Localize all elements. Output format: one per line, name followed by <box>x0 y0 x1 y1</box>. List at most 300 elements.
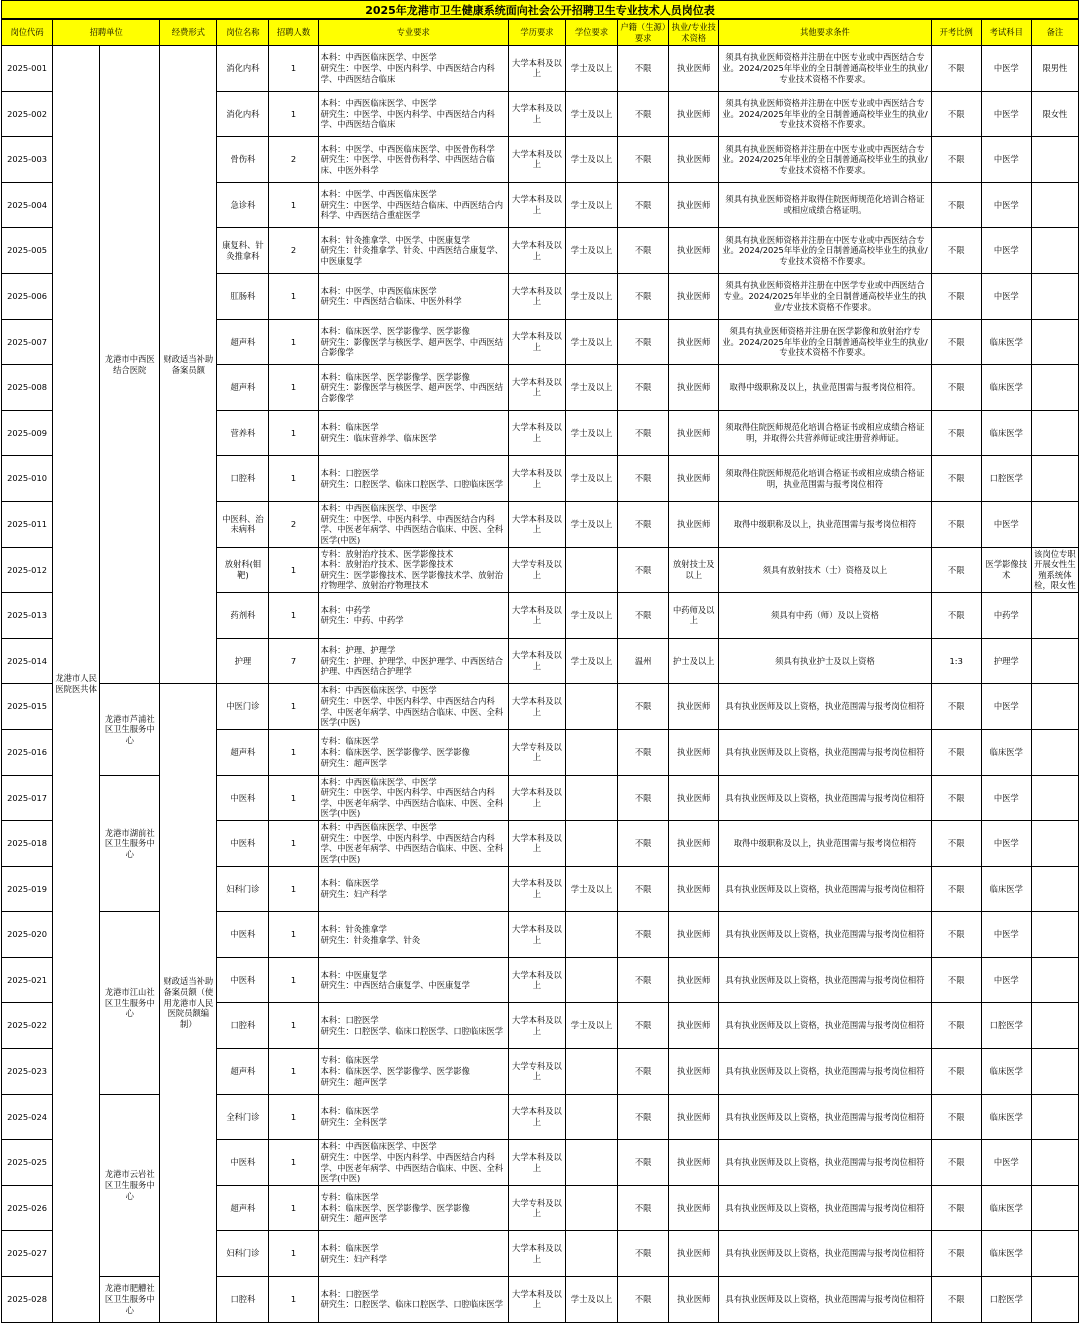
qualification: 执业医师 <box>669 684 719 730</box>
other-conditions: 取得中级职称及以上，执业范围需与报考岗位相符 <box>719 821 931 867</box>
degree-requirement: 学士及以上 <box>566 1003 618 1049</box>
exam-ratio: 1:3 <box>931 638 981 684</box>
qualification: 执业医师 <box>669 46 719 92</box>
education-requirement: 大学本科及以上 <box>508 775 565 821</box>
post-name: 放射科(钼靶) <box>217 547 269 593</box>
other-conditions: 具有执业医师及以上资格，执业范围需与报考岗位相符 <box>719 1140 931 1186</box>
hukou-requirement: 不限 <box>618 501 669 547</box>
qualification: 执业医师 <box>669 273 719 319</box>
col-note-header: 备注 <box>1031 20 1078 46</box>
remark <box>1031 593 1078 639</box>
education-requirement: 大学专科及以上 <box>508 1049 565 1095</box>
degree-requirement <box>566 1094 618 1140</box>
other-conditions: 具有执业医师及以上资格，执业范围需与报考岗位相符 <box>719 866 931 912</box>
qualification: 执业医师 <box>669 410 719 456</box>
other-conditions: 取得中级职称及以上，执业范围需与报考岗位相符 <box>719 501 931 547</box>
post-code: 2025-005 <box>2 228 53 274</box>
remark <box>1031 912 1078 958</box>
remark <box>1031 638 1078 684</box>
post-code: 2025-017 <box>2 775 53 821</box>
exam-subject: 中医学 <box>981 501 1031 547</box>
post-name: 中医科 <box>217 957 269 1003</box>
remark <box>1031 410 1078 456</box>
post-name: 超声科 <box>217 1185 269 1231</box>
qualification: 执业医师 <box>669 1277 719 1323</box>
post-name: 超声科 <box>217 319 269 365</box>
degree-requirement <box>566 547 618 593</box>
exam-subject: 医学影像技术 <box>981 547 1031 593</box>
education-requirement: 大学本科及以上 <box>508 91 565 137</box>
recruit-count: 1 <box>269 456 318 502</box>
post-name: 肛肠科 <box>217 273 269 319</box>
degree-requirement: 学士及以上 <box>566 456 618 502</box>
degree-requirement: 学士及以上 <box>566 137 618 183</box>
education-requirement: 大学专科及以上 <box>508 729 565 775</box>
education-requirement: 大学本科及以上 <box>508 684 565 730</box>
exam-subject: 中医学 <box>981 182 1031 228</box>
major-requirement: 本科：临床医学 研究生：全科医学 <box>318 1094 508 1140</box>
degree-requirement <box>566 1185 618 1231</box>
hukou-requirement: 不限 <box>618 137 669 183</box>
post-name: 护理 <box>217 638 269 684</box>
major-requirement: 本科：临床医学 研究生：临床营养学、临床医学 <box>318 410 508 456</box>
col-degree-header: 学位要求 <box>566 20 618 46</box>
post-code: 2025-027 <box>2 1231 53 1277</box>
col-qual-header: 执业/专业技术资格 <box>669 20 719 46</box>
remark <box>1031 1277 1078 1323</box>
post-name: 口腔科 <box>217 456 269 502</box>
qualification: 执业医师 <box>669 957 719 1003</box>
exam-ratio: 不限 <box>931 866 981 912</box>
hukou-requirement: 不限 <box>618 1140 669 1186</box>
qualification: 执业医师 <box>669 821 719 867</box>
hukou-requirement: 温州 <box>618 638 669 684</box>
major-requirement: 专科：临床医学 本科：临床医学、医学影像学、医学影像 研究生：超声医学 <box>318 729 508 775</box>
post-code: 2025-015 <box>2 684 53 730</box>
post-name: 营养科 <box>217 410 269 456</box>
degree-requirement: 学士及以上 <box>566 866 618 912</box>
exam-subject: 中医学 <box>981 957 1031 1003</box>
job-table <box>1 19 1079 1323</box>
recruit-count: 1 <box>269 273 318 319</box>
other-conditions: 须取得住院医师规范化培训合格证书或相应成绩合格证明，并取得公共营养师证或注册营养师证。 <box>719 410 931 456</box>
education-requirement: 大学本科及以上 <box>508 182 565 228</box>
education-requirement: 大学本科及以上 <box>508 319 565 365</box>
other-conditions: 具有执业医师及以上资格，执业范围需与报考岗位相符 <box>719 729 931 775</box>
hukou-requirement: 不限 <box>618 684 669 730</box>
major-requirement: 本科：针灸推拿学、中医学、中医康复学 研究生：针灸推拿学、针灸、中西医结合康复学、中医康复学 <box>318 228 508 274</box>
post-code: 2025-020 <box>2 912 53 958</box>
other-conditions: 具有执业医师及以上资格，执业范围需与报考岗位相符 <box>719 1231 931 1277</box>
hukou-requirement: 不限 <box>618 1094 669 1140</box>
exam-ratio: 不限 <box>931 1049 981 1095</box>
major-requirement: 本科：护理、护理学 研究生：护理、护理学、中医护理学、中西医结合护理、中西医结合护理学 <box>318 638 508 684</box>
remark <box>1031 501 1078 547</box>
exam-ratio: 不限 <box>931 593 981 639</box>
major-requirement: 本科：临床医学、医学影像学、医学影像 研究生：影像医学与核医学、超声医学、中西医结合影像学 <box>318 319 508 365</box>
exam-subject: 临床医学 <box>981 365 1031 411</box>
post-name: 全科门诊 <box>217 1094 269 1140</box>
exam-subject: 中医学 <box>981 228 1031 274</box>
education-requirement: 大学本科及以上 <box>508 46 565 92</box>
other-conditions: 具有执业医师及以上资格，执业范围需与报考岗位相符 <box>719 912 931 958</box>
col-unit-header: 招聘单位 <box>53 20 160 46</box>
col-hukou-header: 户籍（生源）要求 <box>618 20 669 46</box>
post-code: 2025-019 <box>2 866 53 912</box>
exam-ratio: 不限 <box>931 1003 981 1049</box>
major-requirement: 本科：中西医临床医学、中医学 研究生：中医学、中医内科学、中西医结合内科学、中西医结合临床 <box>318 91 508 137</box>
exam-ratio: 不限 <box>931 729 981 775</box>
post-name: 中医科 <box>217 912 269 958</box>
remark <box>1031 684 1078 730</box>
col-other-header: 其他要求条件 <box>719 20 931 46</box>
qualification: 执业医师 <box>669 1003 719 1049</box>
remark <box>1031 1094 1078 1140</box>
major-requirement: 专科：放射治疗技术、医学影像技术 本科：放射治疗技术、医学影像技术 研究生：医学影像技术、医学影像技术学、放射治疗物理学、放射治疗物理技术 <box>318 547 508 593</box>
hukou-requirement: 不限 <box>618 228 669 274</box>
qualification: 护士及以上 <box>669 638 719 684</box>
remark <box>1031 775 1078 821</box>
unit-name: 龙港市中西医结合医院 <box>100 46 160 684</box>
degree-requirement: 学士及以上 <box>566 365 618 411</box>
post-code: 2025-007 <box>2 319 53 365</box>
post-name: 中医科、治未病科 <box>217 501 269 547</box>
exam-ratio: 不限 <box>931 273 981 319</box>
col-ratio-header: 开考比例 <box>931 20 981 46</box>
recruit-count: 1 <box>269 319 318 365</box>
post-name: 妇科门诊 <box>217 1231 269 1277</box>
education-requirement: 大学本科及以上 <box>508 1094 565 1140</box>
degree-requirement: 学士及以上 <box>566 410 618 456</box>
hukou-requirement: 不限 <box>618 1231 669 1277</box>
hukou-requirement: 不限 <box>618 1049 669 1095</box>
post-code: 2025-003 <box>2 137 53 183</box>
exam-subject: 临床医学 <box>981 1231 1031 1277</box>
education-requirement: 大学本科及以上 <box>508 273 565 319</box>
post-name: 消化内科 <box>217 91 269 137</box>
recruit-count: 1 <box>269 729 318 775</box>
table-row <box>2 684 1079 730</box>
hukou-requirement: 不限 <box>618 410 669 456</box>
post-code: 2025-016 <box>2 729 53 775</box>
degree-requirement <box>566 775 618 821</box>
exam-ratio: 不限 <box>931 1094 981 1140</box>
exam-ratio: 不限 <box>931 1277 981 1323</box>
recruit-count: 7 <box>269 638 318 684</box>
post-code: 2025-022 <box>2 1003 53 1049</box>
exam-subject: 中医学 <box>981 775 1031 821</box>
degree-requirement: 学士及以上 <box>566 638 618 684</box>
col-post-header: 岗位名称 <box>217 20 269 46</box>
education-requirement: 大学本科及以上 <box>508 957 565 1003</box>
post-code: 2025-021 <box>2 957 53 1003</box>
hukou-requirement: 不限 <box>618 821 669 867</box>
post-name: 药剂科 <box>217 593 269 639</box>
recruit-count: 1 <box>269 1094 318 1140</box>
col-code-header: 岗位代码 <box>2 20 53 46</box>
col-num-header: 招聘人数 <box>269 20 318 46</box>
post-name: 中医科 <box>217 821 269 867</box>
post-code: 2025-028 <box>2 1277 53 1323</box>
other-conditions: 须具有执业医师资格并注册在中医专业或中西医结合专业。2024/2025年毕业的全日制普通高校毕业生的执业/专业技术资格不作要求。 <box>719 228 931 274</box>
qualification: 执业医师 <box>669 729 719 775</box>
degree-requirement <box>566 821 618 867</box>
hukou-requirement: 不限 <box>618 46 669 92</box>
other-conditions: 须具有执业医师资格并注册在医学影像和放射治疗专业。2024/2025年毕业的全日制普通高校毕业生的执业/专业技术资格不作要求。 <box>719 319 931 365</box>
exam-ratio: 不限 <box>931 228 981 274</box>
hukou-requirement: 不限 <box>618 866 669 912</box>
major-requirement: 专科：临床医学 本科：临床医学、医学影像学、医学影像 研究生：超声医学 <box>318 1185 508 1231</box>
remark <box>1031 1049 1078 1095</box>
recruit-count: 1 <box>269 547 318 593</box>
education-requirement: 大学本科及以上 <box>508 1277 565 1323</box>
hukou-requirement: 不限 <box>618 912 669 958</box>
education-requirement: 大学本科及以上 <box>508 1231 565 1277</box>
post-code: 2025-023 <box>2 1049 53 1095</box>
remark: 限女性 <box>1031 91 1078 137</box>
post-code: 2025-026 <box>2 1185 53 1231</box>
qualification: 执业医师 <box>669 501 719 547</box>
recruit-count: 1 <box>269 1231 318 1277</box>
exam-subject: 中医学 <box>981 91 1031 137</box>
qualification: 执业医师 <box>669 91 719 137</box>
education-requirement: 大学本科及以上 <box>508 501 565 547</box>
exam-subject: 口腔医学 <box>981 456 1031 502</box>
post-name: 超声科 <box>217 1049 269 1095</box>
qualification: 执业医师 <box>669 1231 719 1277</box>
education-requirement: 大学本科及以上 <box>508 593 565 639</box>
recruit-count: 2 <box>269 228 318 274</box>
page <box>1 0 1079 1323</box>
unit-name: 龙港市云岩社区卫生服务中心 <box>100 1094 160 1276</box>
hukou-requirement: 不限 <box>618 273 669 319</box>
exam-subject: 临床医学 <box>981 410 1031 456</box>
exam-subject: 临床医学 <box>981 729 1031 775</box>
other-conditions: 须具有执业医师资格并注册在中医专业或中西医结合专业。2024/2025年毕业的全日制普通高校毕业生的执业/专业技术资格不作要求。 <box>719 137 931 183</box>
exam-ratio: 不限 <box>931 46 981 92</box>
degree-requirement <box>566 684 618 730</box>
recruit-count: 2 <box>269 137 318 183</box>
remark <box>1031 365 1078 411</box>
remark <box>1031 319 1078 365</box>
hukou-requirement: 不限 <box>618 729 669 775</box>
recruit-count: 1 <box>269 1049 318 1095</box>
education-requirement: 大学专科及以上 <box>508 1185 565 1231</box>
remark: 限男性 <box>1031 46 1078 92</box>
hukou-requirement: 不限 <box>618 91 669 137</box>
exam-ratio: 不限 <box>931 410 981 456</box>
major-requirement: 本科：临床医学 研究生：妇产科学 <box>318 1231 508 1277</box>
post-code: 2025-014 <box>2 638 53 684</box>
recruit-count: 1 <box>269 912 318 958</box>
post-code: 2025-011 <box>2 501 53 547</box>
recruit-count: 1 <box>269 1185 318 1231</box>
other-conditions: 取得中级职称及以上，执业范围需与报考岗位相符。 <box>719 365 931 411</box>
degree-requirement <box>566 1231 618 1277</box>
exam-subject: 护理学 <box>981 638 1031 684</box>
degree-requirement: 学士及以上 <box>566 501 618 547</box>
other-conditions: 具有执业医师及以上资格，执业范围需与报考岗位相符 <box>719 1185 931 1231</box>
other-conditions: 须具有执业医师资格并取得住院医师规范化培训合格证或相应成绩合格证明。 <box>719 182 931 228</box>
major-requirement: 本科：中西医临床医学、中医学 研究生：中医学、中医内科学、中西医结合内科学、中医老年病学、中西医结合临床、中医、全科医学(中医) <box>318 501 508 547</box>
post-code: 2025-009 <box>2 410 53 456</box>
other-conditions: 须具有执业医师资格并注册在中医学专业或中西医结合专业。2024/2025年毕业的全日制普通高校毕业生的执业/专业技术资格不作要求。 <box>719 273 931 319</box>
recruit-count: 1 <box>269 1277 318 1323</box>
education-requirement: 大学本科及以上 <box>508 365 565 411</box>
other-conditions: 具有执业医师及以上资格，执业范围需与报考岗位相符 <box>719 775 931 821</box>
recruit-count: 1 <box>269 1003 318 1049</box>
post-name: 中医科 <box>217 1140 269 1186</box>
hukou-requirement: 不限 <box>618 775 669 821</box>
exam-ratio: 不限 <box>931 821 981 867</box>
qualification: 执业医师 <box>669 866 719 912</box>
major-requirement: 本科：中西医临床医学、中医学 研究生：中医学、中医内科学、中西医结合内科学、中医老年病学、中西医结合临床、中医、全科医学(中医) <box>318 821 508 867</box>
education-requirement: 大学本科及以上 <box>508 410 565 456</box>
remark <box>1031 1003 1078 1049</box>
exam-ratio: 不限 <box>931 1185 981 1231</box>
qualification: 放射技士及以上 <box>669 547 719 593</box>
major-requirement: 本科：临床医学、医学影像学、医学影像 研究生：影像医学与核医学、超声医学、中西医结合影像学 <box>318 365 508 411</box>
remark <box>1031 1185 1078 1231</box>
remark <box>1031 456 1078 502</box>
exam-subject: 口腔医学 <box>981 1277 1031 1323</box>
exam-ratio: 不限 <box>931 91 981 137</box>
post-name: 口腔科 <box>217 1277 269 1323</box>
recruit-count: 1 <box>269 866 318 912</box>
education-requirement: 大学本科及以上 <box>508 638 565 684</box>
exam-ratio: 不限 <box>931 1140 981 1186</box>
exam-ratio: 不限 <box>931 547 981 593</box>
qualification: 执业医师 <box>669 775 719 821</box>
post-name: 中医门诊 <box>217 684 269 730</box>
other-conditions: 须具有执业医师资格并注册在中医专业或中西医结合专业。2024/2025年毕业的全日制普通高校毕业生的执业/专业技术资格不作要求。 <box>719 91 931 137</box>
remark <box>1031 821 1078 867</box>
post-code: 2025-008 <box>2 365 53 411</box>
post-code: 2025-012 <box>2 547 53 593</box>
exam-subject: 口腔医学 <box>981 1003 1031 1049</box>
qualification: 执业医师 <box>669 1049 719 1095</box>
exam-subject: 临床医学 <box>981 1049 1031 1095</box>
major-requirement: 本科：中西医临床医学、中医学 研究生：中医学、中医内科学、中西医结合内科学、中医老年病学、中西医结合临床、中医、全科医学(中医) <box>318 684 508 730</box>
exam-subject: 临床医学 <box>981 319 1031 365</box>
unit-name: 龙港市芦浦社区卫生服务中心 <box>100 684 160 775</box>
major-requirement: 本科：中医学、中西医临床医学 研究生：中医学、中西医结合临床、中西医结合内科学、中西医结合重症医学 <box>318 182 508 228</box>
recruit-count: 1 <box>269 46 318 92</box>
exam-ratio: 不限 <box>931 182 981 228</box>
table-row <box>2 46 1079 92</box>
recruit-count: 1 <box>269 821 318 867</box>
major-requirement: 本科：中西医临床医学、中医学 研究生：中医学、中医内科学、中西医结合内科学、中西医结合临床 <box>318 46 508 92</box>
major-requirement: 本科：针灸推拿学 研究生：针灸推拿学、针灸 <box>318 912 508 958</box>
degree-requirement <box>566 1049 618 1095</box>
major-requirement: 本科：口腔医学 研究生：口腔医学、临床口腔医学、口腔临床医学 <box>318 1277 508 1323</box>
col-edu-header: 学历要求 <box>508 20 565 46</box>
degree-requirement <box>566 1140 618 1186</box>
exam-subject: 中医学 <box>981 137 1031 183</box>
exam-subject: 临床医学 <box>981 1094 1031 1140</box>
post-name: 急诊科 <box>217 182 269 228</box>
hukou-requirement: 不限 <box>618 1003 669 1049</box>
remark <box>1031 182 1078 228</box>
major-requirement: 本科：中西医临床医学、中医学 研究生：中医学、中医内科学、中西医结合内科学、中医老年病学、中西医结合临床、中医、全科医学(中医) <box>318 1140 508 1186</box>
unit-name: 龙港市肥艚社区卫生服务中心 <box>100 1277 160 1323</box>
education-requirement: 大学本科及以上 <box>508 912 565 958</box>
exam-ratio: 不限 <box>931 1231 981 1277</box>
post-name: 妇科门诊 <box>217 866 269 912</box>
exam-ratio: 不限 <box>931 684 981 730</box>
recruit-count: 1 <box>269 182 318 228</box>
education-requirement: 大学本科及以上 <box>508 1003 565 1049</box>
qualification: 执业医师 <box>669 912 719 958</box>
unit-name: 龙港市江山社区卫生服务中心 <box>100 912 160 1094</box>
post-code: 2025-002 <box>2 91 53 137</box>
education-requirement: 大学本科及以上 <box>508 1140 565 1186</box>
post-name: 骨伤科 <box>217 137 269 183</box>
exam-subject: 临床医学 <box>981 866 1031 912</box>
exam-subject: 临床医学 <box>981 1185 1031 1231</box>
education-requirement: 大学本科及以上 <box>508 866 565 912</box>
major-requirement: 本科：临床医学 研究生：妇产科学 <box>318 866 508 912</box>
col-subject-header: 考试科目 <box>981 20 1031 46</box>
org-name: 龙港市人民医院医共体 <box>53 46 100 1323</box>
post-name: 中医科 <box>217 775 269 821</box>
post-code: 2025-001 <box>2 46 53 92</box>
hukou-requirement: 不限 <box>618 365 669 411</box>
hukou-requirement: 不限 <box>618 547 669 593</box>
qualification: 中药师及以上 <box>669 593 719 639</box>
exam-ratio: 不限 <box>931 501 981 547</box>
other-conditions: 具有执业医师及以上资格，执业范围需与报考岗位相符 <box>719 1049 931 1095</box>
degree-requirement: 学士及以上 <box>566 91 618 137</box>
exam-ratio: 不限 <box>931 137 981 183</box>
other-conditions: 须具有放射技术（士）资格及以上 <box>719 547 931 593</box>
education-requirement: 大学专科及以上 <box>508 547 565 593</box>
recruit-count: 1 <box>269 775 318 821</box>
exam-subject: 中医学 <box>981 684 1031 730</box>
exam-ratio: 不限 <box>931 456 981 502</box>
remark <box>1031 866 1078 912</box>
qualification: 执业医师 <box>669 1094 719 1140</box>
header-row <box>2 20 1079 46</box>
exam-subject: 中医学 <box>981 273 1031 319</box>
hukou-requirement: 不限 <box>618 957 669 1003</box>
remark: 该岗位专职开展女性生殖系统体检，限女性 <box>1031 547 1078 593</box>
post-name: 超声科 <box>217 729 269 775</box>
remark <box>1031 729 1078 775</box>
qualification: 执业医师 <box>669 365 719 411</box>
qualification: 执业医师 <box>669 1140 719 1186</box>
hukou-requirement: 不限 <box>618 593 669 639</box>
exam-subject: 中医学 <box>981 46 1031 92</box>
hukou-requirement: 不限 <box>618 1277 669 1323</box>
degree-requirement: 学士及以上 <box>566 182 618 228</box>
post-code: 2025-013 <box>2 593 53 639</box>
recruit-count: 1 <box>269 957 318 1003</box>
recruit-count: 1 <box>269 593 318 639</box>
unit-name: 龙港市湖前社区卫生服务中心 <box>100 775 160 912</box>
table-body <box>2 46 1079 1323</box>
degree-requirement: 学士及以上 <box>566 319 618 365</box>
education-requirement: 大学本科及以上 <box>508 456 565 502</box>
other-conditions: 具有执业医师及以上资格，执业范围需与报考岗位相符 <box>719 957 931 1003</box>
education-requirement: 大学本科及以上 <box>508 137 565 183</box>
hukou-requirement: 不限 <box>618 319 669 365</box>
hukou-requirement: 不限 <box>618 1185 669 1231</box>
major-requirement: 本科：中西医临床医学、中医学 研究生：中医学、中医内科学、中西医结合内科学、中医老年病学、中西医结合临床、中医、全科医学(中医) <box>318 775 508 821</box>
post-code: 2025-004 <box>2 182 53 228</box>
other-conditions: 须具有执业护士及以上资格 <box>719 638 931 684</box>
fund-type: 财政适当补助备案员额（使用龙港市人民医院员额编制） <box>160 684 217 1322</box>
